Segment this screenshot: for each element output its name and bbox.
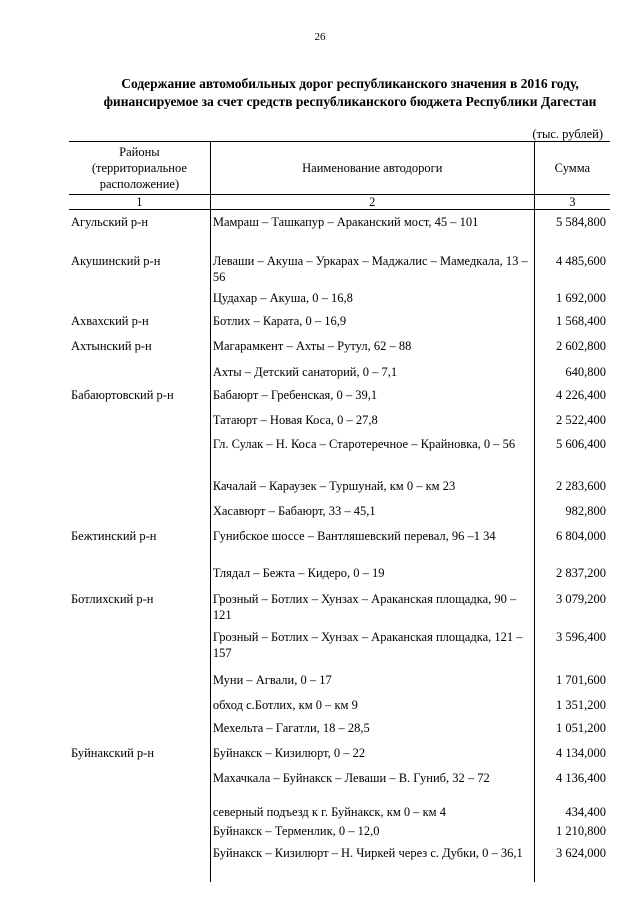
- table-row: [69, 588, 610, 626]
- cell-road-name: Хасавюрт – Бабаюрт, 33 – 45,1: [210, 500, 534, 525]
- cell-district: Акушинский р-н: [71, 253, 161, 268]
- cell-sum: 4 485,600: [556, 253, 606, 268]
- cell-district: [69, 287, 210, 310]
- cell-sum: 4 136,400: [556, 770, 606, 785]
- cell-road-name: Буйнакск – Кизилюрт – Н. Чиркей через с. Дубки, 0 – 36,1: [210, 842, 534, 882]
- table-row: [69, 250, 610, 287]
- cell-road-name: Мехельта – Гагатли, 18 – 28,5: [210, 717, 534, 742]
- table-row: [69, 409, 610, 433]
- cell-district: [69, 767, 210, 801]
- cell-sum: 1 351,200: [556, 697, 606, 712]
- cell-sum: 2 522,400: [556, 412, 606, 427]
- table-row: [69, 433, 610, 475]
- page-number: 26: [314, 31, 326, 43]
- table-row: [69, 767, 610, 801]
- table-row: [69, 717, 610, 742]
- table-row: [69, 210, 610, 250]
- table-row: [69, 475, 610, 500]
- cell-district: Бежтинский р-н: [71, 528, 157, 543]
- cell-road-name: Ботлих – Карата, 0 – 16,9: [210, 310, 534, 335]
- cell-road-name: Бабаюрт – Гребенская, 0 – 39,1: [210, 384, 534, 409]
- cell-district: [69, 669, 210, 694]
- table-header-row: [69, 142, 610, 195]
- cell-district: [69, 820, 210, 842]
- cell-road-name: Качалай – Караузек – Туршунай, км 0 – км 23: [210, 475, 534, 500]
- table-body: [69, 210, 610, 882]
- cell-road-name: северный подъезд к г. Буйнакск, км 0 – км 4: [210, 801, 534, 820]
- cell-road-name: Леваши – Акуша – Уркарах – Маджалис – Мамедкала, 13 – 56: [210, 250, 534, 287]
- cell-road-name: Мамраш – Ташкапур – Араканский мост, 45 – 101: [210, 210, 534, 250]
- cell-road-name: Татаюрт – Новая Коса, 0 – 27,8: [210, 409, 534, 433]
- cell-sum: 1 692,000: [556, 290, 606, 305]
- cell-district: [69, 361, 210, 384]
- cell-sum: 434,400: [565, 804, 606, 819]
- cell-road-name: Буйнакск – Кизилюрт, 0 – 22: [210, 742, 534, 767]
- cell-sum: 2 602,800: [556, 338, 606, 353]
- cell-district: [69, 626, 210, 669]
- header-districts-line1: Районы: [119, 145, 160, 159]
- cell-sum: 3 079,200: [556, 591, 606, 606]
- cell-sum: 3 596,400: [556, 629, 606, 644]
- table-row: [69, 842, 610, 882]
- table-row: [69, 562, 610, 588]
- roads-table: [69, 141, 610, 882]
- header-districts-line2: (территориальное: [91, 161, 187, 175]
- column-number-3: 3: [534, 195, 610, 210]
- cell-road-name: Цудахар – Акуша, 0 – 16,8: [210, 287, 534, 310]
- header-districts: [69, 142, 210, 195]
- cell-road-name: Муни – Агвали, 0 – 17: [210, 669, 534, 694]
- cell-sum: 1 210,800: [556, 823, 606, 838]
- cell-sum: 2 837,200: [556, 565, 606, 580]
- table-row: [69, 384, 610, 409]
- cell-district: Бабаюртовский р-н: [71, 387, 174, 402]
- cell-district: [69, 409, 210, 433]
- cell-road-name: Магарамкент – Ахты – Рутул, 62 – 88: [210, 335, 534, 361]
- cell-district: [69, 801, 210, 820]
- cell-district: [69, 717, 210, 742]
- cell-district: [69, 562, 210, 588]
- cell-district: Агульский р-н: [71, 215, 149, 229]
- table-row: [69, 287, 610, 310]
- cell-district: Ахтынский р-н: [71, 338, 152, 353]
- table-row: [69, 694, 610, 717]
- table-row: [69, 669, 610, 694]
- cell-sum: 2 283,600: [556, 478, 606, 493]
- cell-road-name: Буйнакск – Терменлик, 0 – 12,0: [210, 820, 534, 842]
- cell-district: [69, 475, 210, 500]
- cell-sum: 1 051,200: [556, 720, 606, 735]
- cell-sum: 5 584,800: [556, 215, 606, 229]
- title-line-2: финансируемое за счет средств республиканского бюджета Республики Дагестан: [103, 94, 597, 109]
- title-line-1: Содержание автомобильных дорог республиканского значения в 2016 году,: [121, 76, 579, 91]
- cell-sum: 4 226,400: [556, 387, 606, 402]
- cell-district: Ахвахский р-н: [71, 313, 149, 328]
- table-row: [69, 310, 610, 335]
- header-road-name: Наименование автодороги: [210, 142, 534, 195]
- table-row: [69, 742, 610, 767]
- cell-sum: 3 624,000: [556, 845, 606, 860]
- cell-district: [69, 694, 210, 717]
- cell-district: [69, 842, 210, 882]
- table-row: [69, 500, 610, 525]
- column-number-1: 1: [69, 195, 210, 210]
- column-number-2: 2: [210, 195, 534, 210]
- table-row: [69, 820, 610, 842]
- cell-road-name: Грозный – Ботлих – Хунзах – Араканская площадка, 90 – 121: [210, 588, 534, 626]
- table-row: [69, 361, 610, 384]
- table-row: [69, 525, 610, 562]
- cell-sum: 6 804,000: [556, 528, 606, 543]
- cell-sum: 640,800: [565, 364, 606, 379]
- cell-road-name: Гл. Сулак – Н. Коса – Старотеречное – Крайновка, 0 – 56: [210, 433, 534, 475]
- table-row: [69, 801, 610, 820]
- column-number-row: [69, 195, 610, 210]
- cell-district: Буйнакский р-н: [71, 745, 155, 760]
- cell-road-name: Тлядал – Бежта – Кидеро, 0 – 19: [210, 562, 534, 588]
- document-title: [60, 75, 640, 111]
- cell-sum: 4 134,000: [556, 745, 606, 760]
- cell-road-name: Грозный – Ботлих – Хунзах – Араканская площадка, 121 – 157: [210, 626, 534, 669]
- cell-district: Ботлихский р-н: [71, 591, 154, 606]
- cell-sum: 1 568,400: [556, 313, 606, 328]
- cell-road-name: Махачкала – Буйнакск – Леваши – В. Гуниб, 32 – 72: [210, 767, 534, 801]
- cell-sum: 982,800: [565, 503, 606, 518]
- cell-district: [69, 500, 210, 525]
- table-row: [69, 626, 610, 669]
- header-districts-line3: расположение): [99, 177, 180, 191]
- cell-sum: 5 606,400: [556, 436, 606, 451]
- header-sum: Сумма: [534, 142, 610, 195]
- cell-road-name: Гунибское шоссе – Вантляшевский перевал, 96 –1 34: [210, 525, 534, 562]
- cell-road-name: обход с.Ботлих, км 0 – км 9: [210, 694, 534, 717]
- cell-road-name: Ахты – Детский санаторий, 0 – 7,1: [210, 361, 534, 384]
- cell-district: [69, 433, 210, 475]
- units-label: (тыс. рублей): [532, 127, 603, 141]
- table-row: [69, 335, 610, 361]
- cell-sum: 1 701,600: [556, 672, 606, 687]
